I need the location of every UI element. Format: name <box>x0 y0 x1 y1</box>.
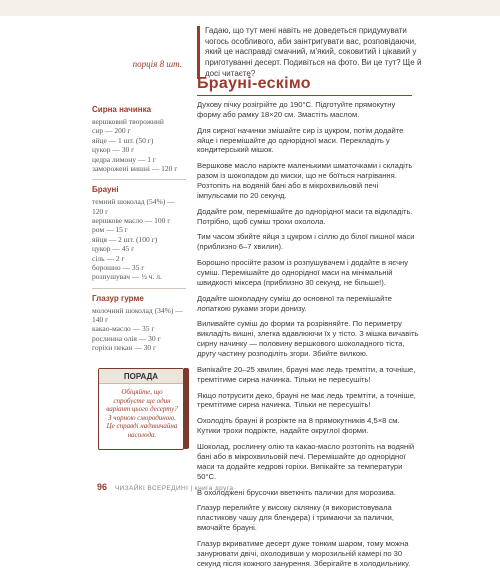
ingredient-group-title: Глазур гурме <box>92 293 144 303</box>
page-footer <box>97 482 437 492</box>
ingredient-line: борошно — 35 г <box>92 262 145 272</box>
instruction-step: Глазур вкриватиме десерт дуже тонким шаром, тому можна занурювати двічі, охолодивши у морозильній камері по 30 секунд після кожного занурення. Зберігайте в холодильнику. <box>197 538 411 568</box>
ingredient-line: цукор — 45 г <box>92 244 135 254</box>
ingredient-line: рослинна олія — 30 г <box>92 333 161 343</box>
ingredient-line: какао-масло — 35 г <box>92 324 155 334</box>
instruction-step: Якщо потрусити деко, брауні не має ледь тремтіти, а точніше, тремтітиме сирна начинка. Тільки не пересушіть! <box>197 390 416 410</box>
ingredient-line: сіль — 2 г <box>92 253 125 263</box>
ingredient-line: цедра лимону — 1 г <box>92 154 156 164</box>
tip-box <box>98 368 184 450</box>
ingredient-line: заморожені вишні — 120 г <box>92 163 178 173</box>
instruction-step: Борошно просійте разом із розпушувачем і додайте в яєчну суміш. Перемішайте до однорідної маси на мінімальній швидкості міксера (приблизно 30 секунд, не більше!). <box>197 258 409 287</box>
ingredient-group-title: Брауні <box>92 185 119 195</box>
ingredient-group-title: Сирна начинка <box>92 105 152 114</box>
ingredient-line: горіхи пекан — 30 г <box>92 343 157 353</box>
tip-text: Обіцяйте, що спробуєте ще один варіант цього десерту? З чорною смородиною. Це справді надзвичайна насолода. <box>106 388 178 439</box>
top-photo-strip <box>0 0 500 16</box>
instruction-step: Тим часом збийте яйця з цукром і сіллю до білої пишної маси (приблизно 6–7 хвилин). <box>197 232 415 252</box>
page-number: 96 <box>97 482 108 492</box>
ingredient-line: сир — 200 г <box>92 126 131 136</box>
intro-paragraph: Гадаю, що тут мені навіть не доведеться придумувати чогось особливого, аби заінтригувати вас, розповідаючи, який це насправді смачний, м’який, соковитий і цікавий у приготуванні десерт. Подивіться на фото. Ви це тут? Ще й досі читаєте? <box>197 26 427 79</box>
ingredient-line: вершковий творожний <box>92 117 164 126</box>
instruction-step: Для сирної начинки змішайте сир із цукром, потім додайте яйце і перемішайте до однорідної маси. Перекладіть у кондитерський мішок. <box>197 125 404 155</box>
instruction-step: Духову пічку розігрійте до 190°С. Підготуйте прямокутну форму або рамку 18×20 см. Змастіть маслом. <box>197 100 396 119</box>
ingredient-line: молочний шоколад (34%) — 140 г <box>92 305 183 324</box>
instruction-step: Вершкове масло наріжте маленькими шматочками і складіть разом із шоколадом до миски, що не боїться нагрівання. Розтопіть на водяній бані або в мікрохвильовій печі імпульсами по 20 секунд. <box>197 161 413 200</box>
ingredients-divider <box>92 288 186 289</box>
book-title: ЧИЗАЙКІ ВСЕРЕДИНІ | книга друга <box>114 485 234 492</box>
instruction-step: Додайте ром, перемішайте до однорідної маси та відкладіть. Потрібно, щоб суміш трохи охолола. <box>197 206 413 226</box>
instruction-step: Охолодіть брауні й розріжте на 8 прямокутників 4,5×8 см. Кутики трохи подріжте, надайте округлої форми. <box>197 416 400 436</box>
instruction-step: Додайте шоколадну суміш до основної та перемішайте лопаткою руками згори донизу. <box>197 293 392 313</box>
ingredient-line: ром — 15 г <box>92 225 128 235</box>
instruction-step: Шоколад, рослинну олію та какао-масло розтопіть на водяній бані або в мікрохвильовій печі. Перемішайте до однорідної маси та додайте кедрові горіхи. Випікайте за температури 50°С. <box>197 442 415 481</box>
recipe-title: Брауні-ескімо <box>197 75 311 92</box>
instruction-step: В охолоджені брусочки вветкніть палички для морозива. <box>197 487 396 497</box>
portion-label: порція 8 шт. <box>132 59 182 69</box>
instruction-step: Глазур перелийте у високу склянку (я використовувала пластикову чашу для блендера) і тримаючи за палички, вмочайте брауні. <box>197 503 395 533</box>
ingredient-line: яйце — 1 шт. (50 г) <box>92 135 154 145</box>
ingredient-line: яйця — 2 шт. (100 г) <box>92 234 158 244</box>
ingredient-line: цукор — 30 г <box>92 145 135 155</box>
instruction-step: Виливайте суміш до форми та розрівняйте. По периметру викладіть вишні, злегка вдавлюючи їх у тісто. З мішка вичавіть сирну начинку — половину вершкового шоколадного тіста, другу частину розподіліть згори. Збийте вилкою. <box>197 319 419 359</box>
title-divider <box>197 95 412 96</box>
instruction-step: Випікайте 20–25 хвилин, брауні має ледь тремтіти, а точніше, тремтітиме сирна начинка. Тільки не пересушіть! <box>197 364 416 384</box>
ingredient-line: розпушувач — ½ ч. л. <box>92 272 162 282</box>
tip-title: ПОРАДА <box>99 369 183 384</box>
ingredients-divider <box>92 179 186 180</box>
instructions-column <box>197 100 419 575</box>
ingredient-line: темний шоколад (54%) — 120 г <box>92 197 175 216</box>
ingredient-line: вершкове масло — 100 г <box>92 216 171 225</box>
ingredients-column <box>92 100 186 353</box>
